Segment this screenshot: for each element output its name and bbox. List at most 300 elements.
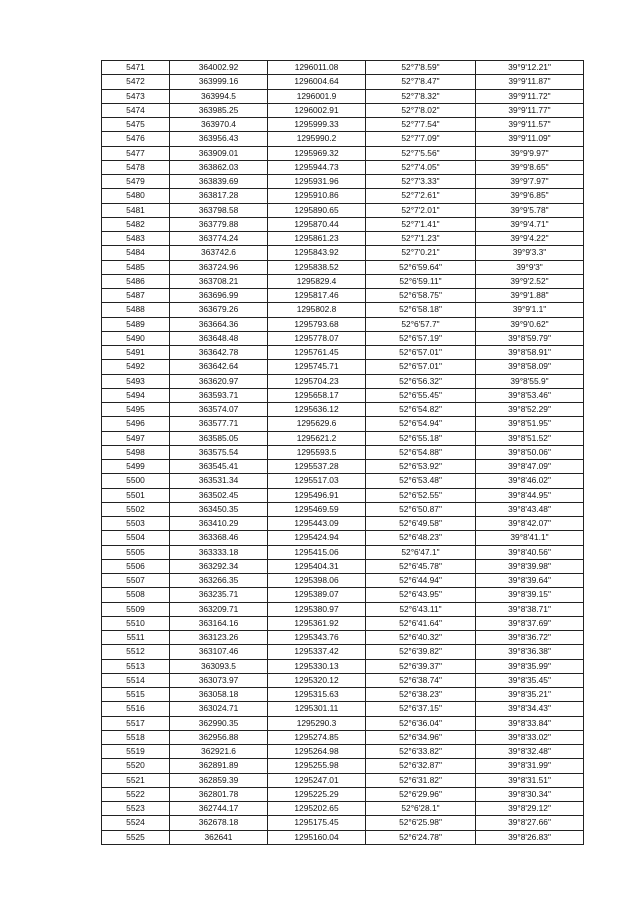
x-coordinate-cell: 363368.46	[170, 531, 268, 545]
y-coordinate-cell: 1295330.13	[268, 659, 366, 673]
y-coordinate-cell: 1295629.6	[268, 417, 366, 431]
latitude-cell: 52°6'37.15"	[366, 702, 476, 716]
table-row	[102, 61, 584, 75]
point-number-cell: 5472	[102, 75, 170, 89]
x-coordinate-cell: 363985.25	[170, 103, 268, 117]
y-coordinate-cell: 1295398.06	[268, 574, 366, 588]
table-row	[102, 289, 584, 303]
y-coordinate-cell: 1295443.09	[268, 517, 366, 531]
point-number-cell: 5503	[102, 517, 170, 531]
x-coordinate-cell: 363574.07	[170, 403, 268, 417]
latitude-cell: 52°6'54.88"	[366, 445, 476, 459]
point-number-cell: 5476	[102, 132, 170, 146]
table-row	[102, 616, 584, 630]
x-coordinate-cell: 363664.36	[170, 317, 268, 331]
latitude-cell: 52°7'1.41"	[366, 217, 476, 231]
point-number-cell: 5496	[102, 417, 170, 431]
y-coordinate-cell: 1295969.32	[268, 146, 366, 160]
point-number-cell: 5478	[102, 160, 170, 174]
latitude-cell: 52°6'38.23"	[366, 688, 476, 702]
table-row	[102, 588, 584, 602]
table-row	[102, 217, 584, 231]
longitude-cell: 39°8'35.45"	[476, 673, 584, 687]
latitude-cell: 52°7'7.09"	[366, 132, 476, 146]
latitude-cell: 52°7'2.01"	[366, 203, 476, 217]
longitude-cell: 39°8'36.72"	[476, 631, 584, 645]
point-number-cell: 5482	[102, 217, 170, 231]
table-row	[102, 175, 584, 189]
longitude-cell: 39°8'41.1"	[476, 531, 584, 545]
point-number-cell: 5514	[102, 673, 170, 687]
longitude-cell: 39°8'55.9"	[476, 374, 584, 388]
y-coordinate-cell: 1295160.04	[268, 830, 366, 844]
point-number-cell: 5490	[102, 331, 170, 345]
x-coordinate-cell: 363994.5	[170, 89, 268, 103]
point-number-cell: 5481	[102, 203, 170, 217]
table-row	[102, 488, 584, 502]
latitude-cell: 52°6'29.96"	[366, 787, 476, 801]
x-coordinate-cell: 363450.35	[170, 502, 268, 516]
latitude-cell: 52°6'41.64"	[366, 616, 476, 630]
y-coordinate-cell: 1295343.76	[268, 631, 366, 645]
latitude-cell: 52°6'55.45"	[366, 388, 476, 402]
x-coordinate-cell: 362859.39	[170, 773, 268, 787]
x-coordinate-cell: 362990.35	[170, 716, 268, 730]
longitude-cell: 39°8'33.02"	[476, 730, 584, 744]
point-number-cell: 5506	[102, 559, 170, 573]
point-number-cell: 5524	[102, 816, 170, 830]
longitude-cell: 39°8'58.91"	[476, 346, 584, 360]
latitude-cell: 52°6'34.96"	[366, 730, 476, 744]
table-row	[102, 118, 584, 132]
table-row	[102, 659, 584, 673]
y-coordinate-cell: 1295496.91	[268, 488, 366, 502]
table-row	[102, 517, 584, 531]
y-coordinate-cell: 1295890.65	[268, 203, 366, 217]
x-coordinate-cell: 363333.18	[170, 545, 268, 559]
longitude-cell: 39°9'3.3"	[476, 246, 584, 260]
y-coordinate-cell: 1295202.65	[268, 802, 366, 816]
latitude-cell: 52°7'8.32"	[366, 89, 476, 103]
point-number-cell: 5497	[102, 431, 170, 445]
latitude-cell: 52°6'59.64"	[366, 260, 476, 274]
y-coordinate-cell: 1295761.45	[268, 346, 366, 360]
table-row	[102, 531, 584, 545]
latitude-cell: 52°6'50.87"	[366, 502, 476, 516]
point-number-cell: 5504	[102, 531, 170, 545]
table-row	[102, 103, 584, 117]
table-row	[102, 631, 584, 645]
point-number-cell: 5517	[102, 716, 170, 730]
point-number-cell: 5519	[102, 745, 170, 759]
latitude-cell: 52°7'2.61"	[366, 189, 476, 203]
longitude-cell: 39°8'33.84"	[476, 716, 584, 730]
latitude-cell: 52°6'53.92"	[366, 460, 476, 474]
table-row	[102, 802, 584, 816]
longitude-cell: 39°9'8.65"	[476, 160, 584, 174]
point-number-cell: 5480	[102, 189, 170, 203]
longitude-cell: 39°9'7.97"	[476, 175, 584, 189]
latitude-cell: 52°7'8.59"	[366, 61, 476, 75]
latitude-cell: 52°6'53.48"	[366, 474, 476, 488]
y-coordinate-cell: 1295838.52	[268, 260, 366, 274]
point-number-cell: 5512	[102, 645, 170, 659]
longitude-cell: 39°9'3"	[476, 260, 584, 274]
y-coordinate-cell: 1295361.92	[268, 616, 366, 630]
x-coordinate-cell: 363956.43	[170, 132, 268, 146]
x-coordinate-cell: 362801.78	[170, 787, 268, 801]
point-number-cell: 5475	[102, 118, 170, 132]
longitude-cell: 39°8'40.56"	[476, 545, 584, 559]
latitude-cell: 52°6'48.23"	[366, 531, 476, 545]
x-coordinate-cell: 363817.28	[170, 189, 268, 203]
longitude-cell: 39°8'31.99"	[476, 759, 584, 773]
x-coordinate-cell: 363123.26	[170, 631, 268, 645]
x-coordinate-cell: 363724.96	[170, 260, 268, 274]
latitude-cell: 52°6'54.82"	[366, 403, 476, 417]
y-coordinate-cell: 1295593.5	[268, 445, 366, 459]
point-number-cell: 5473	[102, 89, 170, 103]
x-coordinate-cell: 363708.21	[170, 274, 268, 288]
table-row	[102, 75, 584, 89]
latitude-cell: 52°6'36.04"	[366, 716, 476, 730]
latitude-cell: 52°6'54.94"	[366, 417, 476, 431]
x-coordinate-cell: 363585.05	[170, 431, 268, 445]
longitude-cell: 39°8'42.07"	[476, 517, 584, 531]
x-coordinate-cell: 363024.71	[170, 702, 268, 716]
table-row	[102, 688, 584, 702]
y-coordinate-cell: 1295424.94	[268, 531, 366, 545]
x-coordinate-cell: 363575.54	[170, 445, 268, 459]
longitude-cell: 39°9'1.1"	[476, 303, 584, 317]
table-row	[102, 474, 584, 488]
y-coordinate-cell: 1295175.45	[268, 816, 366, 830]
longitude-cell: 39°8'53.46"	[476, 388, 584, 402]
x-coordinate-cell: 362744.17	[170, 802, 268, 816]
longitude-cell: 39°9'4.22"	[476, 232, 584, 246]
point-number-cell: 5495	[102, 403, 170, 417]
longitude-cell: 39°9'11.77"	[476, 103, 584, 117]
point-number-cell: 5521	[102, 773, 170, 787]
y-coordinate-cell: 1295861.23	[268, 232, 366, 246]
longitude-cell: 39°8'59.79"	[476, 331, 584, 345]
longitude-cell: 39°8'37.69"	[476, 616, 584, 630]
point-number-cell: 5474	[102, 103, 170, 117]
point-number-cell: 5523	[102, 802, 170, 816]
x-coordinate-cell: 364002.92	[170, 61, 268, 75]
table-row	[102, 460, 584, 474]
longitude-cell: 39°8'32.48"	[476, 745, 584, 759]
y-coordinate-cell: 1295255.98	[268, 759, 366, 773]
y-coordinate-cell: 1295843.92	[268, 246, 366, 260]
longitude-cell: 39°8'30.34"	[476, 787, 584, 801]
table-row	[102, 260, 584, 274]
longitude-cell: 39°9'6.85"	[476, 189, 584, 203]
point-number-cell: 5484	[102, 246, 170, 260]
longitude-cell: 39°8'52.29"	[476, 403, 584, 417]
latitude-cell: 52°6'38.74"	[366, 673, 476, 687]
longitude-cell: 39°8'35.99"	[476, 659, 584, 673]
latitude-cell: 52°6'58.75"	[366, 289, 476, 303]
table-row	[102, 303, 584, 317]
longitude-cell: 39°9'0.62"	[476, 317, 584, 331]
latitude-cell: 52°7'0.21"	[366, 246, 476, 260]
y-coordinate-cell: 1295621.2	[268, 431, 366, 445]
table-row	[102, 146, 584, 160]
latitude-cell: 52°6'47.1"	[366, 545, 476, 559]
x-coordinate-cell: 363679.26	[170, 303, 268, 317]
longitude-cell: 39°9'11.57"	[476, 118, 584, 132]
latitude-cell: 52°7'4.05"	[366, 160, 476, 174]
table-row	[102, 574, 584, 588]
latitude-cell: 52°6'33.82"	[366, 745, 476, 759]
y-coordinate-cell: 1295290.3	[268, 716, 366, 730]
longitude-cell: 39°8'38.71"	[476, 602, 584, 616]
table-row	[102, 773, 584, 787]
y-coordinate-cell: 1295537.28	[268, 460, 366, 474]
longitude-cell: 39°8'35.21"	[476, 688, 584, 702]
point-number-cell: 5489	[102, 317, 170, 331]
x-coordinate-cell: 363058.18	[170, 688, 268, 702]
x-coordinate-cell: 363642.64	[170, 360, 268, 374]
point-number-cell: 5520	[102, 759, 170, 773]
point-number-cell: 5487	[102, 289, 170, 303]
latitude-cell: 52°6'55.18"	[366, 431, 476, 445]
table-row	[102, 787, 584, 801]
latitude-cell: 52°6'43.11"	[366, 602, 476, 616]
longitude-cell: 39°8'46.02"	[476, 474, 584, 488]
y-coordinate-cell: 1295415.06	[268, 545, 366, 559]
y-coordinate-cell: 1295910.86	[268, 189, 366, 203]
latitude-cell: 52°6'56.32"	[366, 374, 476, 388]
x-coordinate-cell: 363531.34	[170, 474, 268, 488]
point-number-cell: 5479	[102, 175, 170, 189]
point-number-cell: 5471	[102, 61, 170, 75]
longitude-cell: 39°8'44.95"	[476, 488, 584, 502]
longitude-cell: 39°8'51.95"	[476, 417, 584, 431]
x-coordinate-cell: 363909.01	[170, 146, 268, 160]
table-row	[102, 232, 584, 246]
point-number-cell: 5488	[102, 303, 170, 317]
longitude-cell: 39°8'39.15"	[476, 588, 584, 602]
y-coordinate-cell: 1295817.46	[268, 289, 366, 303]
y-coordinate-cell: 1295274.85	[268, 730, 366, 744]
coordinates-table	[101, 60, 584, 845]
longitude-cell: 39°8'39.64"	[476, 574, 584, 588]
longitude-cell: 39°9'12.21"	[476, 61, 584, 75]
table-row	[102, 160, 584, 174]
point-number-cell: 5500	[102, 474, 170, 488]
latitude-cell: 52°6'57.7"	[366, 317, 476, 331]
longitude-cell: 39°8'51.52"	[476, 431, 584, 445]
table-row	[102, 545, 584, 559]
x-coordinate-cell: 363073.97	[170, 673, 268, 687]
x-coordinate-cell: 363648.48	[170, 331, 268, 345]
longitude-cell: 39°9'11.72"	[476, 89, 584, 103]
point-number-cell: 5513	[102, 659, 170, 673]
longitude-cell: 39°8'43.48"	[476, 502, 584, 516]
table-row	[102, 602, 584, 616]
table-row	[102, 816, 584, 830]
y-coordinate-cell: 1295380.97	[268, 602, 366, 616]
x-coordinate-cell: 362641	[170, 830, 268, 844]
y-coordinate-cell: 1295636.12	[268, 403, 366, 417]
x-coordinate-cell: 362891.89	[170, 759, 268, 773]
latitude-cell: 52°6'57.01"	[366, 346, 476, 360]
point-number-cell: 5483	[102, 232, 170, 246]
x-coordinate-cell: 363642.78	[170, 346, 268, 360]
point-number-cell: 5486	[102, 274, 170, 288]
table-row	[102, 417, 584, 431]
longitude-cell: 39°9'11.87"	[476, 75, 584, 89]
table-row	[102, 317, 584, 331]
table-row	[102, 502, 584, 516]
x-coordinate-cell: 362921.6	[170, 745, 268, 759]
table-row	[102, 374, 584, 388]
longitude-cell: 39°9'1.88"	[476, 289, 584, 303]
table-row	[102, 274, 584, 288]
point-number-cell: 5509	[102, 602, 170, 616]
point-number-cell: 5510	[102, 616, 170, 630]
x-coordinate-cell: 363862.03	[170, 160, 268, 174]
y-coordinate-cell: 1296001.9	[268, 89, 366, 103]
latitude-cell: 52°7'5.56"	[366, 146, 476, 160]
longitude-cell: 39°9'5.78"	[476, 203, 584, 217]
latitude-cell: 52°6'40.32"	[366, 631, 476, 645]
x-coordinate-cell: 363502.45	[170, 488, 268, 502]
latitude-cell: 52°6'43.95"	[366, 588, 476, 602]
longitude-cell: 39°8'50.06"	[476, 445, 584, 459]
table-row	[102, 360, 584, 374]
latitude-cell: 52°6'24.78"	[366, 830, 476, 844]
latitude-cell: 52°6'25.98"	[366, 816, 476, 830]
y-coordinate-cell: 1295793.68	[268, 317, 366, 331]
y-coordinate-cell: 1295704.23	[268, 374, 366, 388]
point-number-cell: 5485	[102, 260, 170, 274]
table-row	[102, 431, 584, 445]
longitude-cell: 39°8'39.98"	[476, 559, 584, 573]
latitude-cell: 52°6'45.78"	[366, 559, 476, 573]
point-number-cell: 5499	[102, 460, 170, 474]
y-coordinate-cell: 1295999.33	[268, 118, 366, 132]
table-row	[102, 702, 584, 716]
x-coordinate-cell: 363593.71	[170, 388, 268, 402]
y-coordinate-cell: 1295301.11	[268, 702, 366, 716]
x-coordinate-cell: 363970.4	[170, 118, 268, 132]
x-coordinate-cell: 363164.16	[170, 616, 268, 630]
x-coordinate-cell: 363093.5	[170, 659, 268, 673]
longitude-cell: 39°8'31.51"	[476, 773, 584, 787]
point-number-cell: 5525	[102, 830, 170, 844]
table-row	[102, 89, 584, 103]
point-number-cell: 5516	[102, 702, 170, 716]
table-row	[102, 388, 584, 402]
table-row	[102, 730, 584, 744]
x-coordinate-cell: 363292.34	[170, 559, 268, 573]
table-row	[102, 189, 584, 203]
y-coordinate-cell: 1295802.8	[268, 303, 366, 317]
point-number-cell: 5493	[102, 374, 170, 388]
latitude-cell: 52°7'8.47"	[366, 75, 476, 89]
y-coordinate-cell: 1295225.29	[268, 787, 366, 801]
latitude-cell: 52°6'52.55"	[366, 488, 476, 502]
latitude-cell: 52°7'1.23"	[366, 232, 476, 246]
y-coordinate-cell: 1295931.96	[268, 175, 366, 189]
point-number-cell: 5508	[102, 588, 170, 602]
x-coordinate-cell: 363779.88	[170, 217, 268, 231]
coordinates-table-body	[102, 61, 584, 845]
y-coordinate-cell: 1295469.59	[268, 502, 366, 516]
longitude-cell: 39°8'27.66"	[476, 816, 584, 830]
y-coordinate-cell: 1295658.17	[268, 388, 366, 402]
point-number-cell: 5502	[102, 502, 170, 516]
y-coordinate-cell: 1295320.12	[268, 673, 366, 687]
y-coordinate-cell: 1295944.73	[268, 160, 366, 174]
latitude-cell: 52°7'3.33"	[366, 175, 476, 189]
point-number-cell: 5498	[102, 445, 170, 459]
latitude-cell: 52°7'8.02"	[366, 103, 476, 117]
point-number-cell: 5522	[102, 787, 170, 801]
latitude-cell: 52°6'32.87"	[366, 759, 476, 773]
point-number-cell: 5507	[102, 574, 170, 588]
longitude-cell: 39°8'47.09"	[476, 460, 584, 474]
point-number-cell: 5511	[102, 631, 170, 645]
table-row	[102, 203, 584, 217]
longitude-cell: 39°8'26.83"	[476, 830, 584, 844]
longitude-cell: 39°8'36.38"	[476, 645, 584, 659]
table-row	[102, 331, 584, 345]
table-row	[102, 830, 584, 844]
y-coordinate-cell: 1295745.71	[268, 360, 366, 374]
latitude-cell: 52°6'59.11"	[366, 274, 476, 288]
latitude-cell: 52°7'7.54"	[366, 118, 476, 132]
longitude-cell: 39°8'29.12"	[476, 802, 584, 816]
y-coordinate-cell: 1296004.64	[268, 75, 366, 89]
longitude-cell: 39°8'34.43"	[476, 702, 584, 716]
x-coordinate-cell: 362956.88	[170, 730, 268, 744]
latitude-cell: 52°6'58.18"	[366, 303, 476, 317]
point-number-cell: 5501	[102, 488, 170, 502]
table-row	[102, 673, 584, 687]
latitude-cell: 52°6'57.19"	[366, 331, 476, 345]
latitude-cell: 52°6'39.37"	[366, 659, 476, 673]
x-coordinate-cell: 363266.35	[170, 574, 268, 588]
y-coordinate-cell: 1295264.98	[268, 745, 366, 759]
latitude-cell: 52°6'49.58"	[366, 517, 476, 531]
latitude-cell: 52°6'28.1"	[366, 802, 476, 816]
x-coordinate-cell: 363999.16	[170, 75, 268, 89]
latitude-cell: 52°6'31.82"	[366, 773, 476, 787]
table-row	[102, 745, 584, 759]
table-row	[102, 716, 584, 730]
x-coordinate-cell: 363545.41	[170, 460, 268, 474]
y-coordinate-cell: 1296011.08	[268, 61, 366, 75]
y-coordinate-cell: 1295247.01	[268, 773, 366, 787]
x-coordinate-cell: 362678.18	[170, 816, 268, 830]
table-row	[102, 346, 584, 360]
x-coordinate-cell: 363798.58	[170, 203, 268, 217]
longitude-cell: 39°9'2.52"	[476, 274, 584, 288]
x-coordinate-cell: 363774.24	[170, 232, 268, 246]
x-coordinate-cell: 363742.6	[170, 246, 268, 260]
y-coordinate-cell: 1295517.03	[268, 474, 366, 488]
point-number-cell: 5515	[102, 688, 170, 702]
longitude-cell: 39°9'11.09"	[476, 132, 584, 146]
point-number-cell: 5491	[102, 346, 170, 360]
table-row	[102, 403, 584, 417]
x-coordinate-cell: 363620.97	[170, 374, 268, 388]
x-coordinate-cell: 363107.46	[170, 645, 268, 659]
